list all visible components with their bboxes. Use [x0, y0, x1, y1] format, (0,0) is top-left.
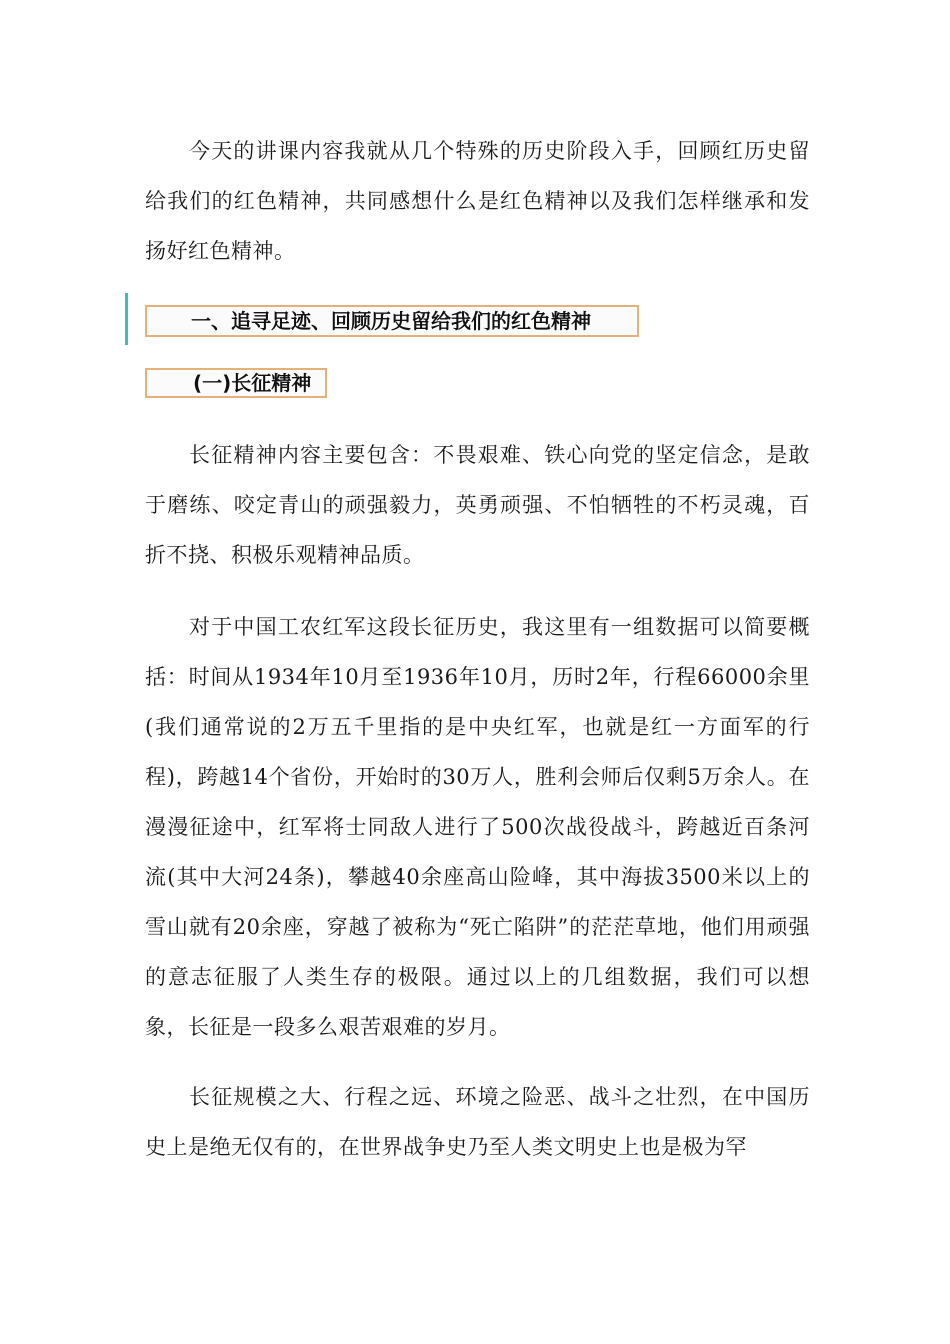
long-march-spirit-paragraph: 长征精神内容主要包含：不畏艰难、铁心向党的坚定信念，是敢于磨练、咬定青山的顽强毅力，英勇顽强、不怕牺牲的不朽灵魂，百折不挠、积极乐观精神品质。 — [145, 443, 810, 567]
section-heading: 一、追寻足迹、回顾历史留给我们的红色精神 — [145, 305, 639, 337]
section-marker-bar — [125, 293, 128, 345]
subsection-heading: (一)长征精神 — [145, 368, 327, 398]
intro-paragraph: 今天的讲课内容我就从几个特殊的历史阶段入手，回顾红历史留给我们的红色精神，共同感想什么是红色精神以及我们怎样继承和发扬好红色精神。 — [145, 139, 810, 263]
long-march-significance-paragraph: 长征规模之大、行程之远、环境之险恶、战斗之壮烈，在中国历史上是绝无仅有的，在世界战争史乃至人类文明史上也是极为罕 — [145, 1085, 810, 1159]
long-march-data-paragraph: 对于中国工农红军这段长征历史，我这里有一组数据可以简要概括：时间从1934年10月至1936年10月，历时2年，行程66000余里(我们通常说的2万五千里指的是中央红军，也就是红一方面军的行程)，跨越14个省份，开始时的30万人，胜利会师后仅剩5万余人。在漫漫征途中，红军将士同敌人进行了500次战役战斗，跨越近百条河流(其中大河24条)，攀越40余座高山险峰，其中海拔3500米以上的雪山就有20余座，穿越了被称为“死亡陷阱”的茫茫草地，他们用顽强的意志征服了人类生存的极限。通过以上的几组数据，我们可以想象，长征是一段多么艰苦艰难的岁月。 — [145, 615, 810, 1039]
